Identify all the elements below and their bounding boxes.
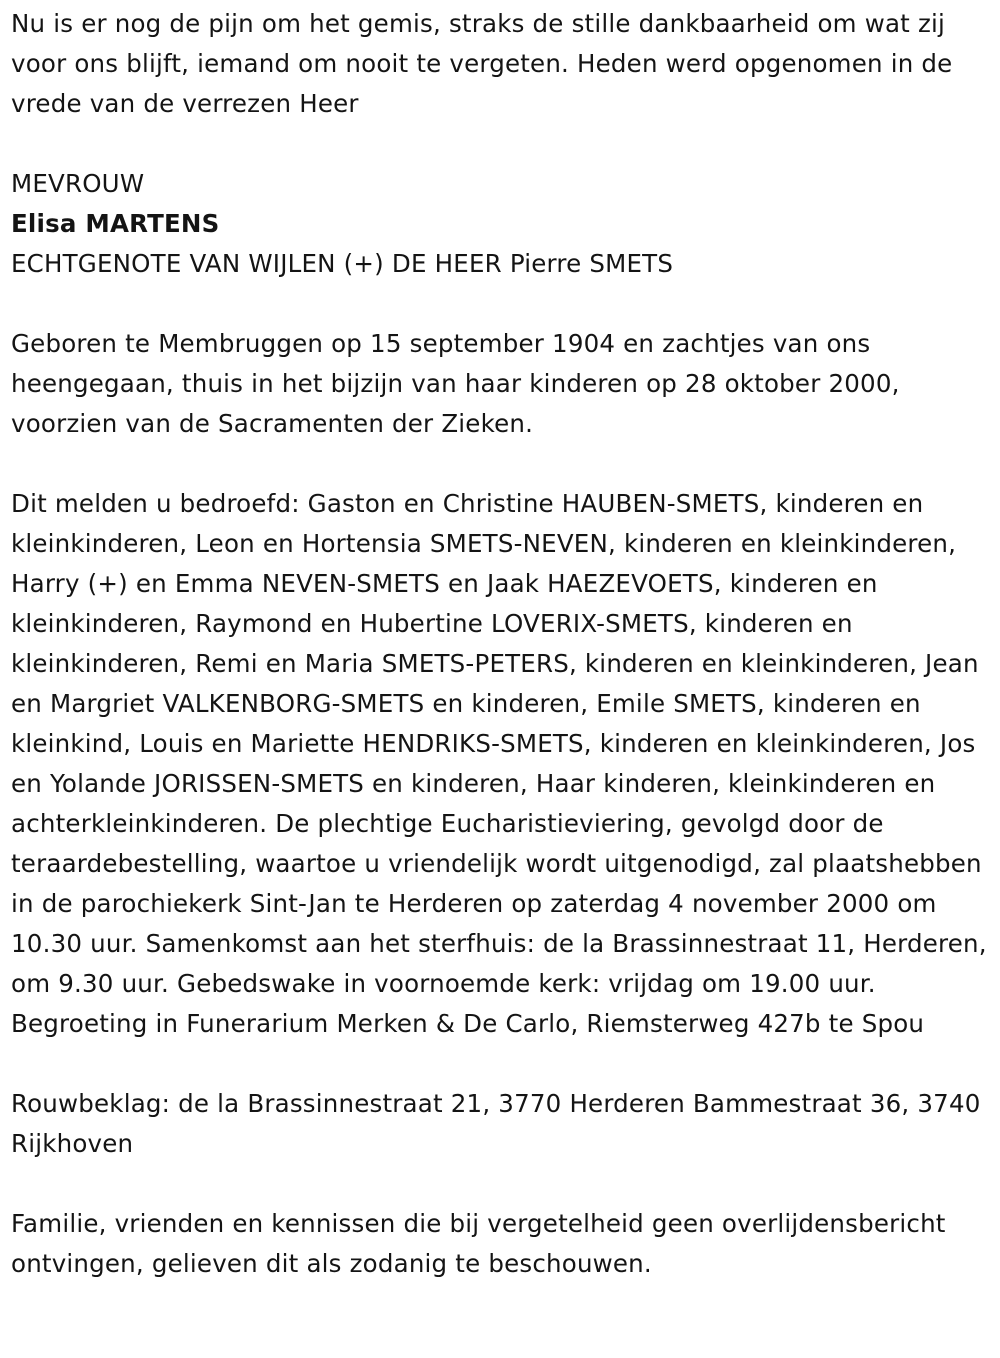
honorific: MEVROUW [11, 169, 145, 198]
obituary-notice [11, 4, 996, 1324]
birth-death-paragraph: Geboren te Membruggen op 15 september 1904 en zachtjes van ons heengegaan, thuis in het bijzijn van haar kinderen op 28 oktober 2000, voorzien van de Sacramenten der Zieken. [11, 329, 900, 438]
deceased-block [11, 164, 996, 284]
condolences-paragraph: Rouwbeklag: de la Brassinnestraat 21, 3770 Herderen Bammestraat 36, 3740 Rijkhoven [11, 1089, 981, 1158]
spouse-line: ECHTGENOTE VAN WIJLEN (+) DE HEER Pierre SMETS [11, 249, 674, 278]
announcement-paragraph: Dit melden u bedroefd: Gaston en Christine HAUBEN-SMETS, kinderen en kleinkinderen, Leon en Hortensia SMETS-NEVEN, kinderen en kleinkinderen, Harry (+) en Emma NEVEN-SMETS en Jaak HAEZEVOETS, kinderen en kleinkinderen, Raymond en Hubertine LOVERIX-SMETS, kinderen en kleinkinderen, Remi en Maria SMETS-PETERS, kinderen en kleinkinderen, Jean en Margriet VALKENBORG-SMETS en kinderen, Emile SMETS, kinderen en kleinkind, Louis en Mariette HENDRIKS-SMETS, kinderen en kleinkinderen, Jos en Yolande JORISSEN-SMETS en kinderen, Haar kinderen, kleinkinderen en achterkleinkinderen. De plechtige Eucharistieviering, gevolgd door de teraardebestelling, waartoe u vriendelijk wordt uitgenodigd, zal plaatshebben in de parochiekerk Sint-Jan te Herderen op zaterdag 4 november 2000 om 10.30 uur. Samenkomst aan het sterfhuis: de la Brassinnestraat 11, Herderen, om 9.30 uur. Gebedswake in voornoemde kerk: vrijdag om 19.00 uur. Begroeting in Funerarium Merken & De Carlo, Riemsterweg 427b te Spou [11, 489, 987, 1038]
intro-paragraph: Nu is er nog de pijn om het gemis, straks de stille dankbaarheid om wat zij voor ons blijft, iemand om nooit te vergeten. Heden werd opgenomen in de vrede van de verrezen Heer [11, 9, 953, 118]
closing-paragraph: Familie, vrienden en kennissen die bij vergetelheid geen overlijdensbericht ontvingen, gelieven dit als zodanig te beschouwen. [11, 1209, 946, 1278]
deceased-name: Elisa MARTENS [11, 209, 220, 238]
